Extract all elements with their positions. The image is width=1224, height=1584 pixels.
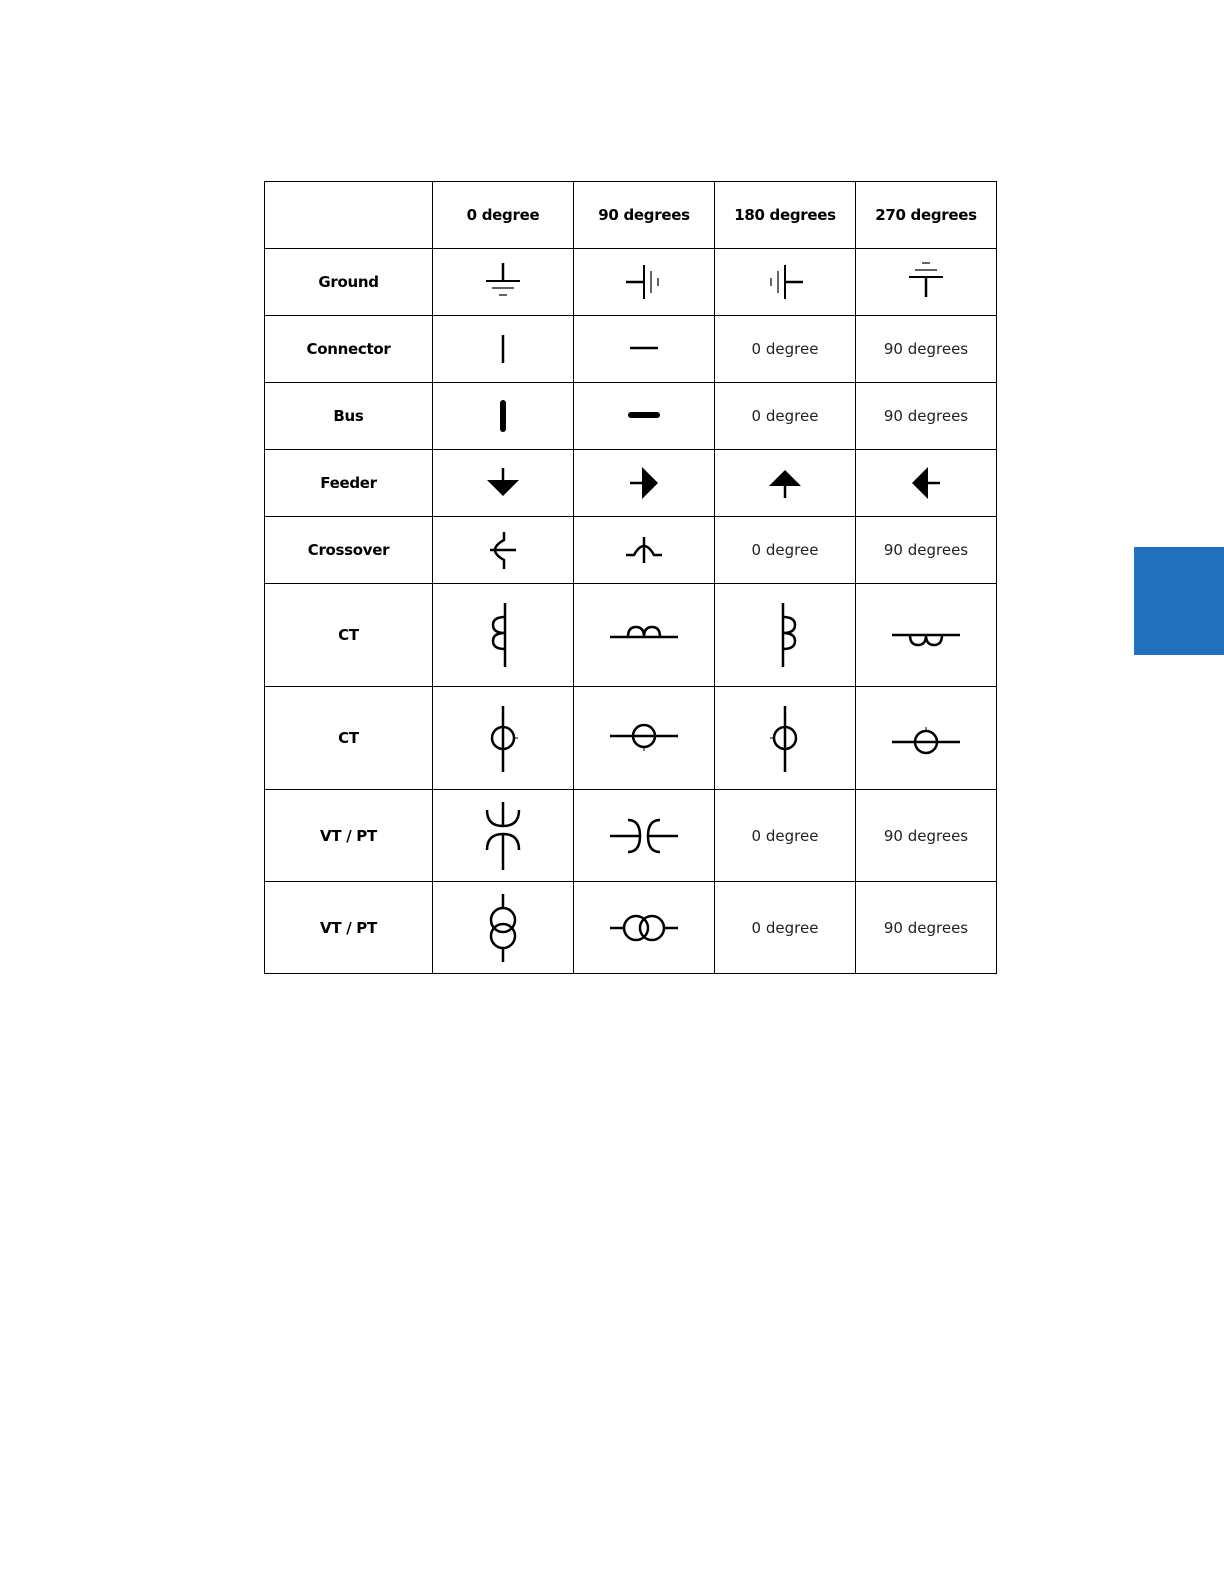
ground-180-icon [755,257,815,307]
symbol-cell [433,687,574,790]
symbol-cell [574,687,715,790]
symbol-cell [715,687,856,790]
reference-text: 0 degree [715,790,856,882]
connector-horizontal-icon [614,324,674,374]
header-empty [265,182,433,249]
symbol-cell [433,383,574,450]
row-label: CT [265,687,433,790]
symbol-cell [574,882,715,974]
row-label: Bus [265,383,433,450]
symbol-cell [574,517,715,584]
vt-coil-0-icon [473,796,533,876]
row-label: Feeder [265,450,433,517]
ct-circle-0-icon [473,698,533,778]
row-label: Connector [265,316,433,383]
symbol-cell [715,450,856,517]
symbol-cell [433,450,574,517]
symbol-cell [574,249,715,316]
header-180-degrees: 180 degrees [715,182,856,249]
reference-text: 0 degree [715,316,856,383]
table-row [265,316,997,383]
symbol-cell [574,316,715,383]
ground-270-icon [896,257,956,307]
feeder-left-icon [896,458,956,508]
crossover-0-icon [473,525,533,575]
symbol-cell [433,584,574,687]
reference-text: 0 degree [715,882,856,974]
ct-coil-270-icon [886,605,966,665]
vt-circles-0-icon [473,888,533,968]
vt-coil-90-icon [604,806,684,866]
reference-text: 0 degree [715,517,856,584]
header-0-degree: 0 degree [433,182,574,249]
row-label: Ground [265,249,433,316]
vt-circles-90-icon [604,898,684,958]
reference-text: 90 degrees [856,517,997,584]
feeder-down-icon [473,458,533,508]
symbol-cell [574,790,715,882]
table-row [265,584,997,687]
reference-text: 90 degrees [856,790,997,882]
table-row [265,383,997,450]
table-row [265,687,997,790]
symbol-cell [433,517,574,584]
connector-vertical-icon [473,324,533,374]
header-90-degrees: 90 degrees [574,182,715,249]
symbol-cell [856,249,997,316]
ct-circle-90-icon [604,708,684,768]
crossover-90-icon [614,525,674,575]
ct-coil-180-icon [755,595,815,675]
symbol-orientation-table [264,181,997,974]
symbol-cell [574,584,715,687]
reference-text: 90 degrees [856,383,997,450]
table-row [265,450,997,517]
ground-0-icon [473,257,533,307]
symbol-cell [433,316,574,383]
ct-circle-270-icon [886,708,966,768]
table-row [265,790,997,882]
bus-horizontal-icon [614,391,674,441]
symbol-cell [715,584,856,687]
table-row [265,249,997,316]
reference-text: 0 degree [715,383,856,450]
row-label: Crossover [265,517,433,584]
symbol-cell [433,790,574,882]
ct-circle-180-icon [755,698,815,778]
symbol-cell [856,584,997,687]
symbol-cell [574,450,715,517]
header-row [265,182,997,249]
row-label: VT / PT [265,790,433,882]
symbol-cell [856,687,997,790]
feeder-up-icon [755,458,815,508]
bus-vertical-icon [473,391,533,441]
row-label: CT [265,584,433,687]
symbol-cell [574,383,715,450]
feeder-right-icon [614,458,674,508]
table-row [265,882,997,974]
symbol-cell [433,249,574,316]
header-270-degrees: 270 degrees [856,182,997,249]
chapter-tab-marker [1134,547,1224,655]
symbol-cell [715,249,856,316]
row-label: VT / PT [265,882,433,974]
table-row [265,517,997,584]
symbol-cell [856,450,997,517]
ct-coil-0-icon [473,595,533,675]
ct-coil-90-icon [604,605,684,665]
symbol-cell [433,882,574,974]
ground-90-icon [614,257,674,307]
reference-text: 90 degrees [856,316,997,383]
reference-text: 90 degrees [856,882,997,974]
